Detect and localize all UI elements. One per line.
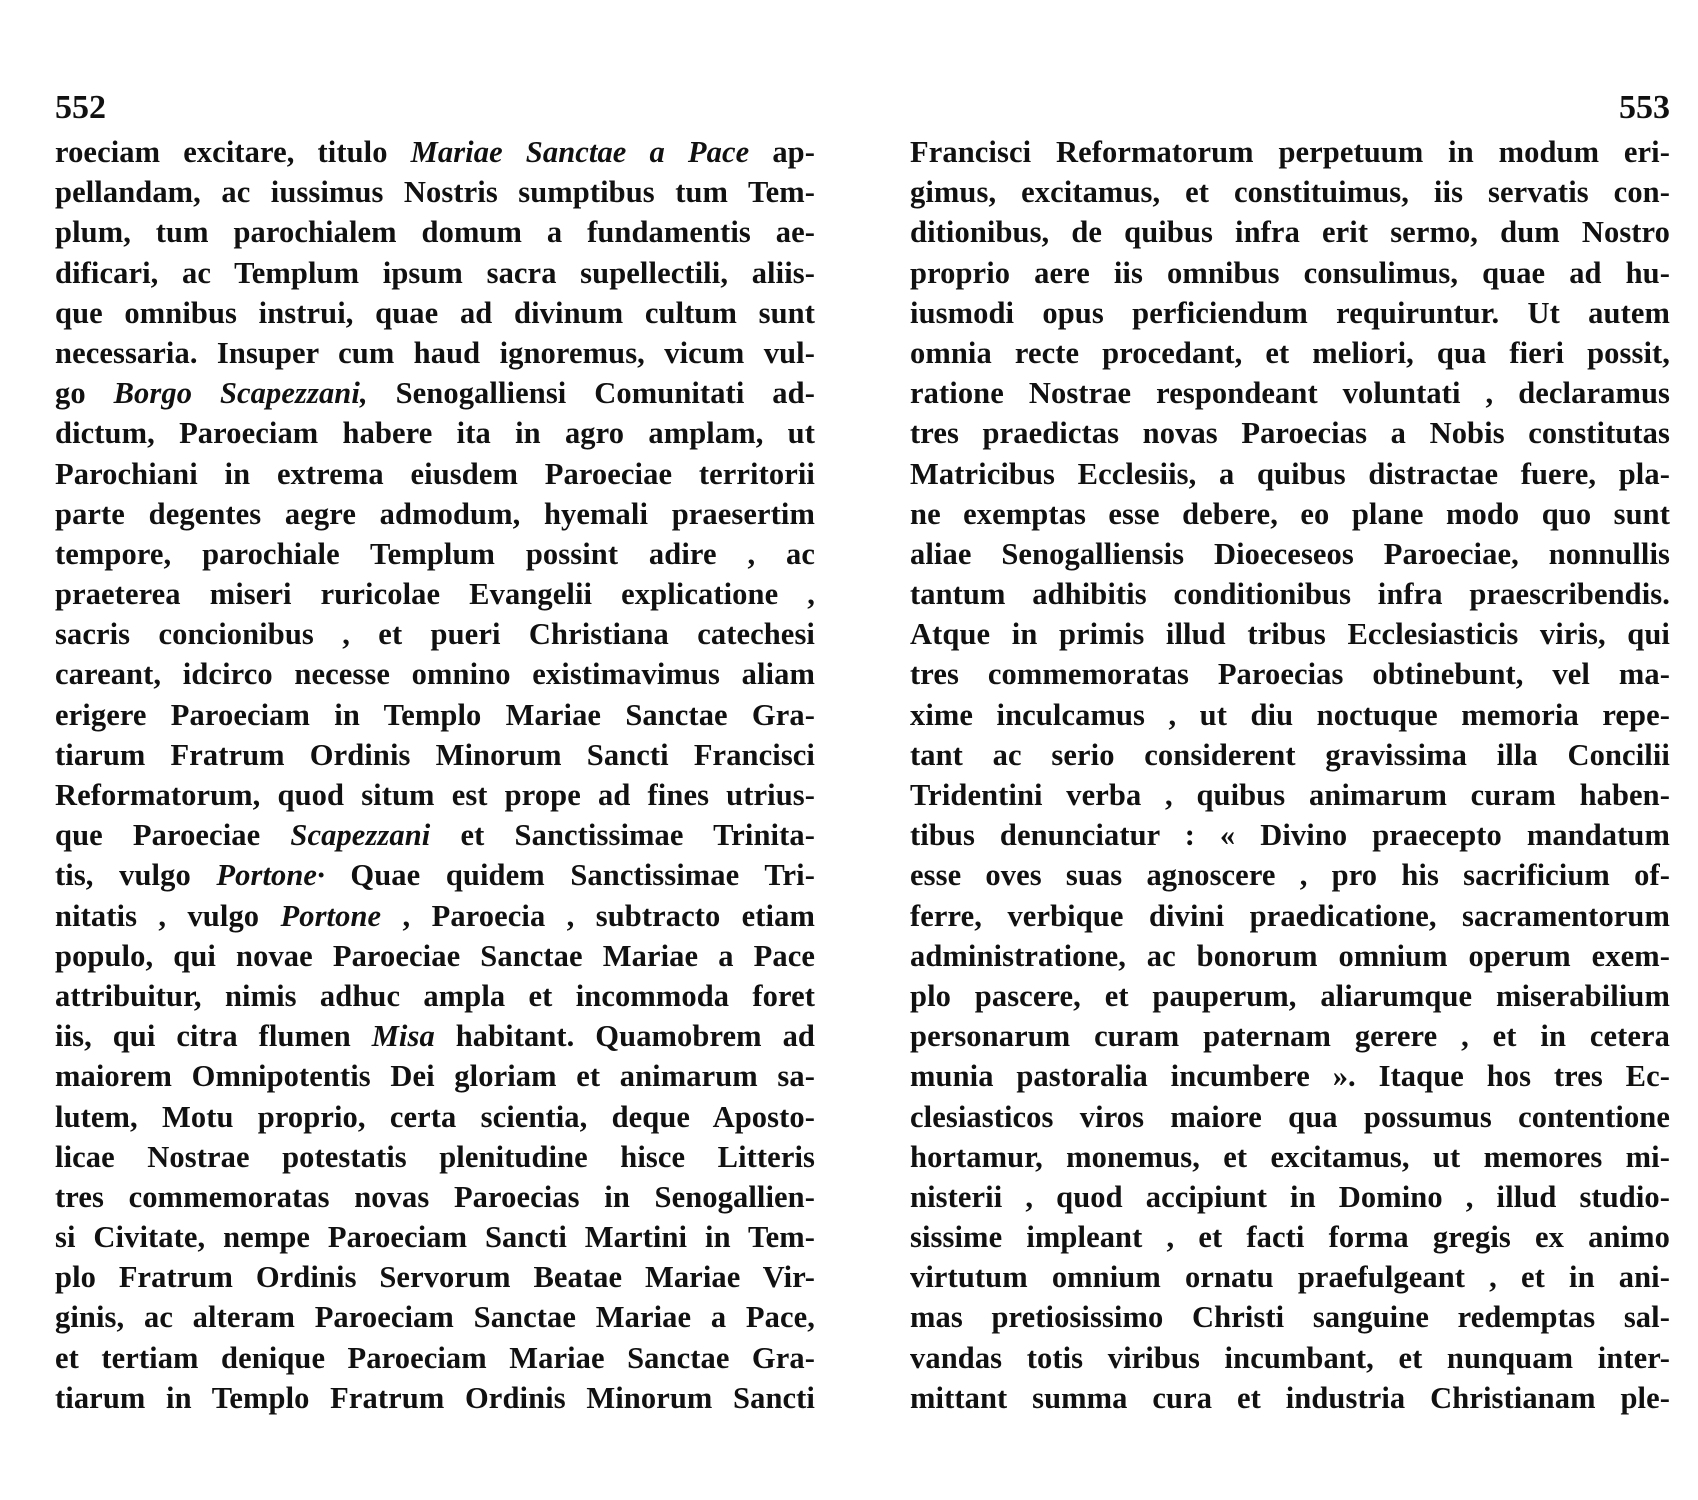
text-span: tant ac serio considerent gravissima illa Concilii: [910, 737, 1670, 772]
text-span: virtutum omnium ornatu praefulgeant , et in ani-: [910, 1260, 1670, 1295]
text-span: ditionibus, de quibus infra erit sermo, dum Nostro: [910, 215, 1670, 250]
text-line: [55, 654, 815, 694]
text-line: [55, 855, 815, 895]
text-line: [910, 936, 1670, 976]
text-line: [55, 132, 815, 172]
text-line: [910, 172, 1670, 212]
text-line: [910, 1378, 1670, 1418]
text-span: necessaria. Insuper cum haud ignoremus, vicum vul-: [55, 335, 815, 370]
text-span: iusmodi opus perficiendum requiruntur. Ut autem: [910, 295, 1670, 330]
italic-text: Scapezzani: [290, 818, 431, 853]
text-line: [55, 333, 815, 373]
text-line: [55, 494, 815, 534]
text-span: roeciam excitare, titulo: [55, 135, 411, 169]
text-span: Parochiani in extrema eiusdem Paroeciae territorii: [55, 456, 815, 491]
text-span: attribuitur, nimis adhuc ampla et incommoda foret: [55, 978, 815, 1013]
text-line: [55, 936, 815, 976]
text-span: nitatis , vulgo: [55, 898, 281, 933]
text-span: et tertiam denique Paroeciam Mariae Sanctae Gra-: [55, 1340, 815, 1375]
text-span: pellandam, ac iussimus Nostris sumptibus tum Tem-: [55, 175, 815, 210]
text-span: tiarum Fratrum Ordinis Minorum Sancti Francisci: [55, 737, 815, 772]
text-line: [910, 494, 1670, 534]
text-span: Quae quidem Sanctissimae Tri-: [324, 858, 815, 893]
text-line: [910, 534, 1670, 574]
text-line: [910, 212, 1670, 252]
text-line: [55, 534, 815, 574]
text-line: [55, 1137, 815, 1177]
text-line: [55, 1177, 815, 1217]
text-line: [55, 1338, 815, 1378]
text-line: [910, 1016, 1670, 1056]
text-span: dificari, ac Templum ipsum sacra supellectili, aliis-: [55, 255, 815, 290]
text-line: [910, 614, 1670, 654]
text-line: [55, 574, 815, 614]
text-span: habitant. Quamobrem ad: [434, 1019, 815, 1054]
text-line: [910, 132, 1670, 172]
text-line: [910, 775, 1670, 815]
text-line: [910, 413, 1670, 453]
page-number: 552: [55, 89, 106, 126]
text-span: go: [55, 376, 114, 411]
page-text: [910, 132, 1670, 1418]
text-line: [55, 172, 815, 212]
text-span: plum, tum parochialem domum a fundamentis ae-: [55, 215, 815, 250]
text-span: Reformatorum, quod situm est prope ad fines utrius-: [55, 778, 815, 812]
text-line: [910, 1217, 1670, 1257]
text-line: [910, 735, 1670, 775]
text-span: et Sanctissimae Trinita-: [430, 818, 815, 853]
text-span: Matricibus Ecclesiis, a quibus distractae fuere, pla-: [910, 456, 1670, 491]
text-line: [910, 1056, 1670, 1096]
text-line: [55, 1297, 815, 1337]
text-span: tempore, parochiale Templum possint adire , ac: [55, 536, 815, 571]
text-line: [55, 1056, 815, 1096]
text-span: esse oves suas agnoscere , pro his sacrificium of-: [910, 858, 1670, 893]
text-line: [910, 333, 1670, 373]
text-line: [55, 1257, 815, 1297]
page-text: [55, 132, 815, 1418]
text-line: [55, 896, 815, 936]
text-span: gimus, excitamus, et constituimus, iis servatis con-: [910, 175, 1670, 210]
text-span: ne exemptas esse debere, eo plane modo quo sunt: [910, 496, 1670, 531]
text-line: [55, 1378, 815, 1418]
text-span: tres praedictas novas Paroecias a Nobis constitutas: [910, 416, 1670, 451]
italic-text: Portone: [280, 898, 382, 933]
text-span: si Civitate, nempe Paroeciam Sancti Martini in Tem-: [55, 1220, 815, 1255]
text-span: xime inculcamus , ut diu noctuque memoria repe-: [910, 697, 1670, 732]
text-line: [55, 373, 815, 413]
text-line: [55, 614, 815, 654]
text-line: [910, 976, 1670, 1016]
text-line: [910, 695, 1670, 735]
text-span: mas pretiosissimo Christi sanguine redemptas sal-: [910, 1300, 1670, 1335]
text-span: iis, qui citra flumen: [55, 1019, 372, 1054]
text-line: [55, 212, 815, 252]
text-span: Atque in primis illud tribus Ecclesiasticis viris, qui: [910, 617, 1670, 652]
text-line: [55, 815, 815, 855]
text-span: tres commemoratas novas Paroecias in Senogallien-: [55, 1179, 815, 1214]
text-line: [910, 1097, 1670, 1137]
text-span: sacris concionibus , et pueri Christiana catechesi: [55, 617, 815, 652]
text-span: tantum adhibitis conditionibus infra praescribendis.: [910, 577, 1670, 612]
text-span: ap-: [749, 135, 815, 169]
text-span: dictum, Paroeciam habere ita in agro amplam, ut: [55, 416, 815, 451]
text-line: [55, 695, 815, 735]
text-line: [910, 1297, 1670, 1337]
text-span: ginis, ac alteram Paroeciam Sanctae Mariae a Pace,: [55, 1300, 815, 1335]
text-line: [55, 253, 815, 293]
text-line: [910, 1257, 1670, 1297]
text-line: [910, 373, 1670, 413]
text-span: munia pastoralia incumbere ». Itaque hos tres Ec-: [910, 1059, 1670, 1094]
text-line: [910, 454, 1670, 494]
text-span: Senogalliensi Comunitati ad-: [367, 376, 815, 411]
text-span: lutem, Motu proprio, certa scientia, deque Aposto-: [55, 1099, 815, 1134]
text-span: erigere Paroeciam in Templo Mariae Sanctae Gra-: [55, 697, 815, 732]
text-line: [55, 775, 815, 815]
text-span: vandas totis viribus incumbant, et nunquam inter-: [910, 1340, 1670, 1375]
text-span: personarum curam paternam gerere , et in cetera: [910, 1019, 1670, 1054]
text-span: tres commemoratas Paroecias obtinebunt, vel ma-: [910, 657, 1670, 692]
text-span: praeterea miseri ruricolae Evangelii explicatione ,: [55, 577, 815, 612]
text-line: [910, 1338, 1670, 1378]
text-span: populo, qui novae Paroeciae Sanctae Mariae a Pace: [55, 938, 815, 973]
text-span: omnia recte procedant, et meliori, qua fieri possit,: [910, 335, 1670, 370]
text-line: [55, 1016, 815, 1056]
text-span: plo Fratrum Ordinis Servorum Beatae Mariae Vir-: [55, 1260, 815, 1295]
text-line: [910, 896, 1670, 936]
text-span: que omnibus instrui, quae ad divinum cultum sunt: [55, 295, 815, 330]
text-span: ferre, verbique divini praedicatione, sacramentorum: [910, 898, 1670, 933]
italic-text: Portone·: [216, 858, 325, 893]
text-span: tis, vulgo: [55, 858, 217, 893]
text-span: administratione, ac bonorum omnium operum exem-: [910, 938, 1670, 973]
text-span: proprio aere iis omnibus consulimus, quae ad hu-: [910, 255, 1670, 290]
page-number: 553: [1619, 89, 1670, 126]
text-span: Francisci Reformatorum perpetuum in modum eri-: [910, 135, 1670, 169]
text-line: [910, 1137, 1670, 1177]
text-span: plo pascere, et pauperum, aliarumque miserabilium: [910, 978, 1670, 1013]
text-line: [910, 815, 1670, 855]
text-line: [910, 1177, 1670, 1217]
text-span: clesiasticos viros maiore qua possumus contentione: [910, 1099, 1670, 1134]
text-span: ratione Nostrae respondeant voluntati , declaramus: [910, 376, 1670, 411]
text-line: [910, 654, 1670, 694]
text-span: aliae Senogalliensis Dioeceseos Paroeciae, nonnullis: [910, 536, 1670, 571]
text-span: nisterii , quod accipiunt in Domino , illud studio-: [910, 1179, 1670, 1214]
text-span: sissime impleant , et facti forma gregis ex animo: [910, 1220, 1670, 1255]
italic-text: Misa: [371, 1019, 435, 1054]
text-span: licae Nostrae potestatis plenitudine hisce Litteris: [55, 1139, 815, 1174]
text-line: [910, 574, 1670, 614]
italic-text: Mariae Sanctae a Pace: [410, 135, 750, 169]
text-line: [55, 413, 815, 453]
text-line: [55, 1097, 815, 1137]
text-line: [910, 855, 1670, 895]
text-span: que Paroeciae: [55, 818, 291, 853]
text-line: [55, 735, 815, 775]
text-line: [55, 454, 815, 494]
text-line: [55, 976, 815, 1016]
text-line: [910, 293, 1670, 333]
text-line: [910, 253, 1670, 293]
text-span: mittant summa cura et industria Christianam ple-: [910, 1380, 1670, 1415]
italic-text: Borgo Scapezzani,: [113, 376, 368, 411]
text-span: Tridentini verba , quibus animarum curam haben-: [910, 778, 1670, 812]
text-span: hortamur, monemus, et excitamus, ut memores mi-: [910, 1139, 1670, 1174]
text-span: , Paroecia , subtracto etiam: [381, 898, 815, 933]
text-span: tiarum in Templo Fratrum Ordinis Minorum Sancti: [55, 1380, 815, 1415]
text-span: maiorem Omnipotentis Dei gloriam et animarum sa-: [55, 1059, 815, 1094]
text-span: parte degentes aegre admodum, hyemali praesertim: [55, 496, 815, 531]
text-line: [55, 293, 815, 333]
text-span: tibus denunciatur : « Divino praecepto mandatum: [910, 818, 1670, 853]
text-span: careant, idcirco necesse omnino existimavimus aliam: [55, 657, 815, 692]
text-line: [55, 1217, 815, 1257]
